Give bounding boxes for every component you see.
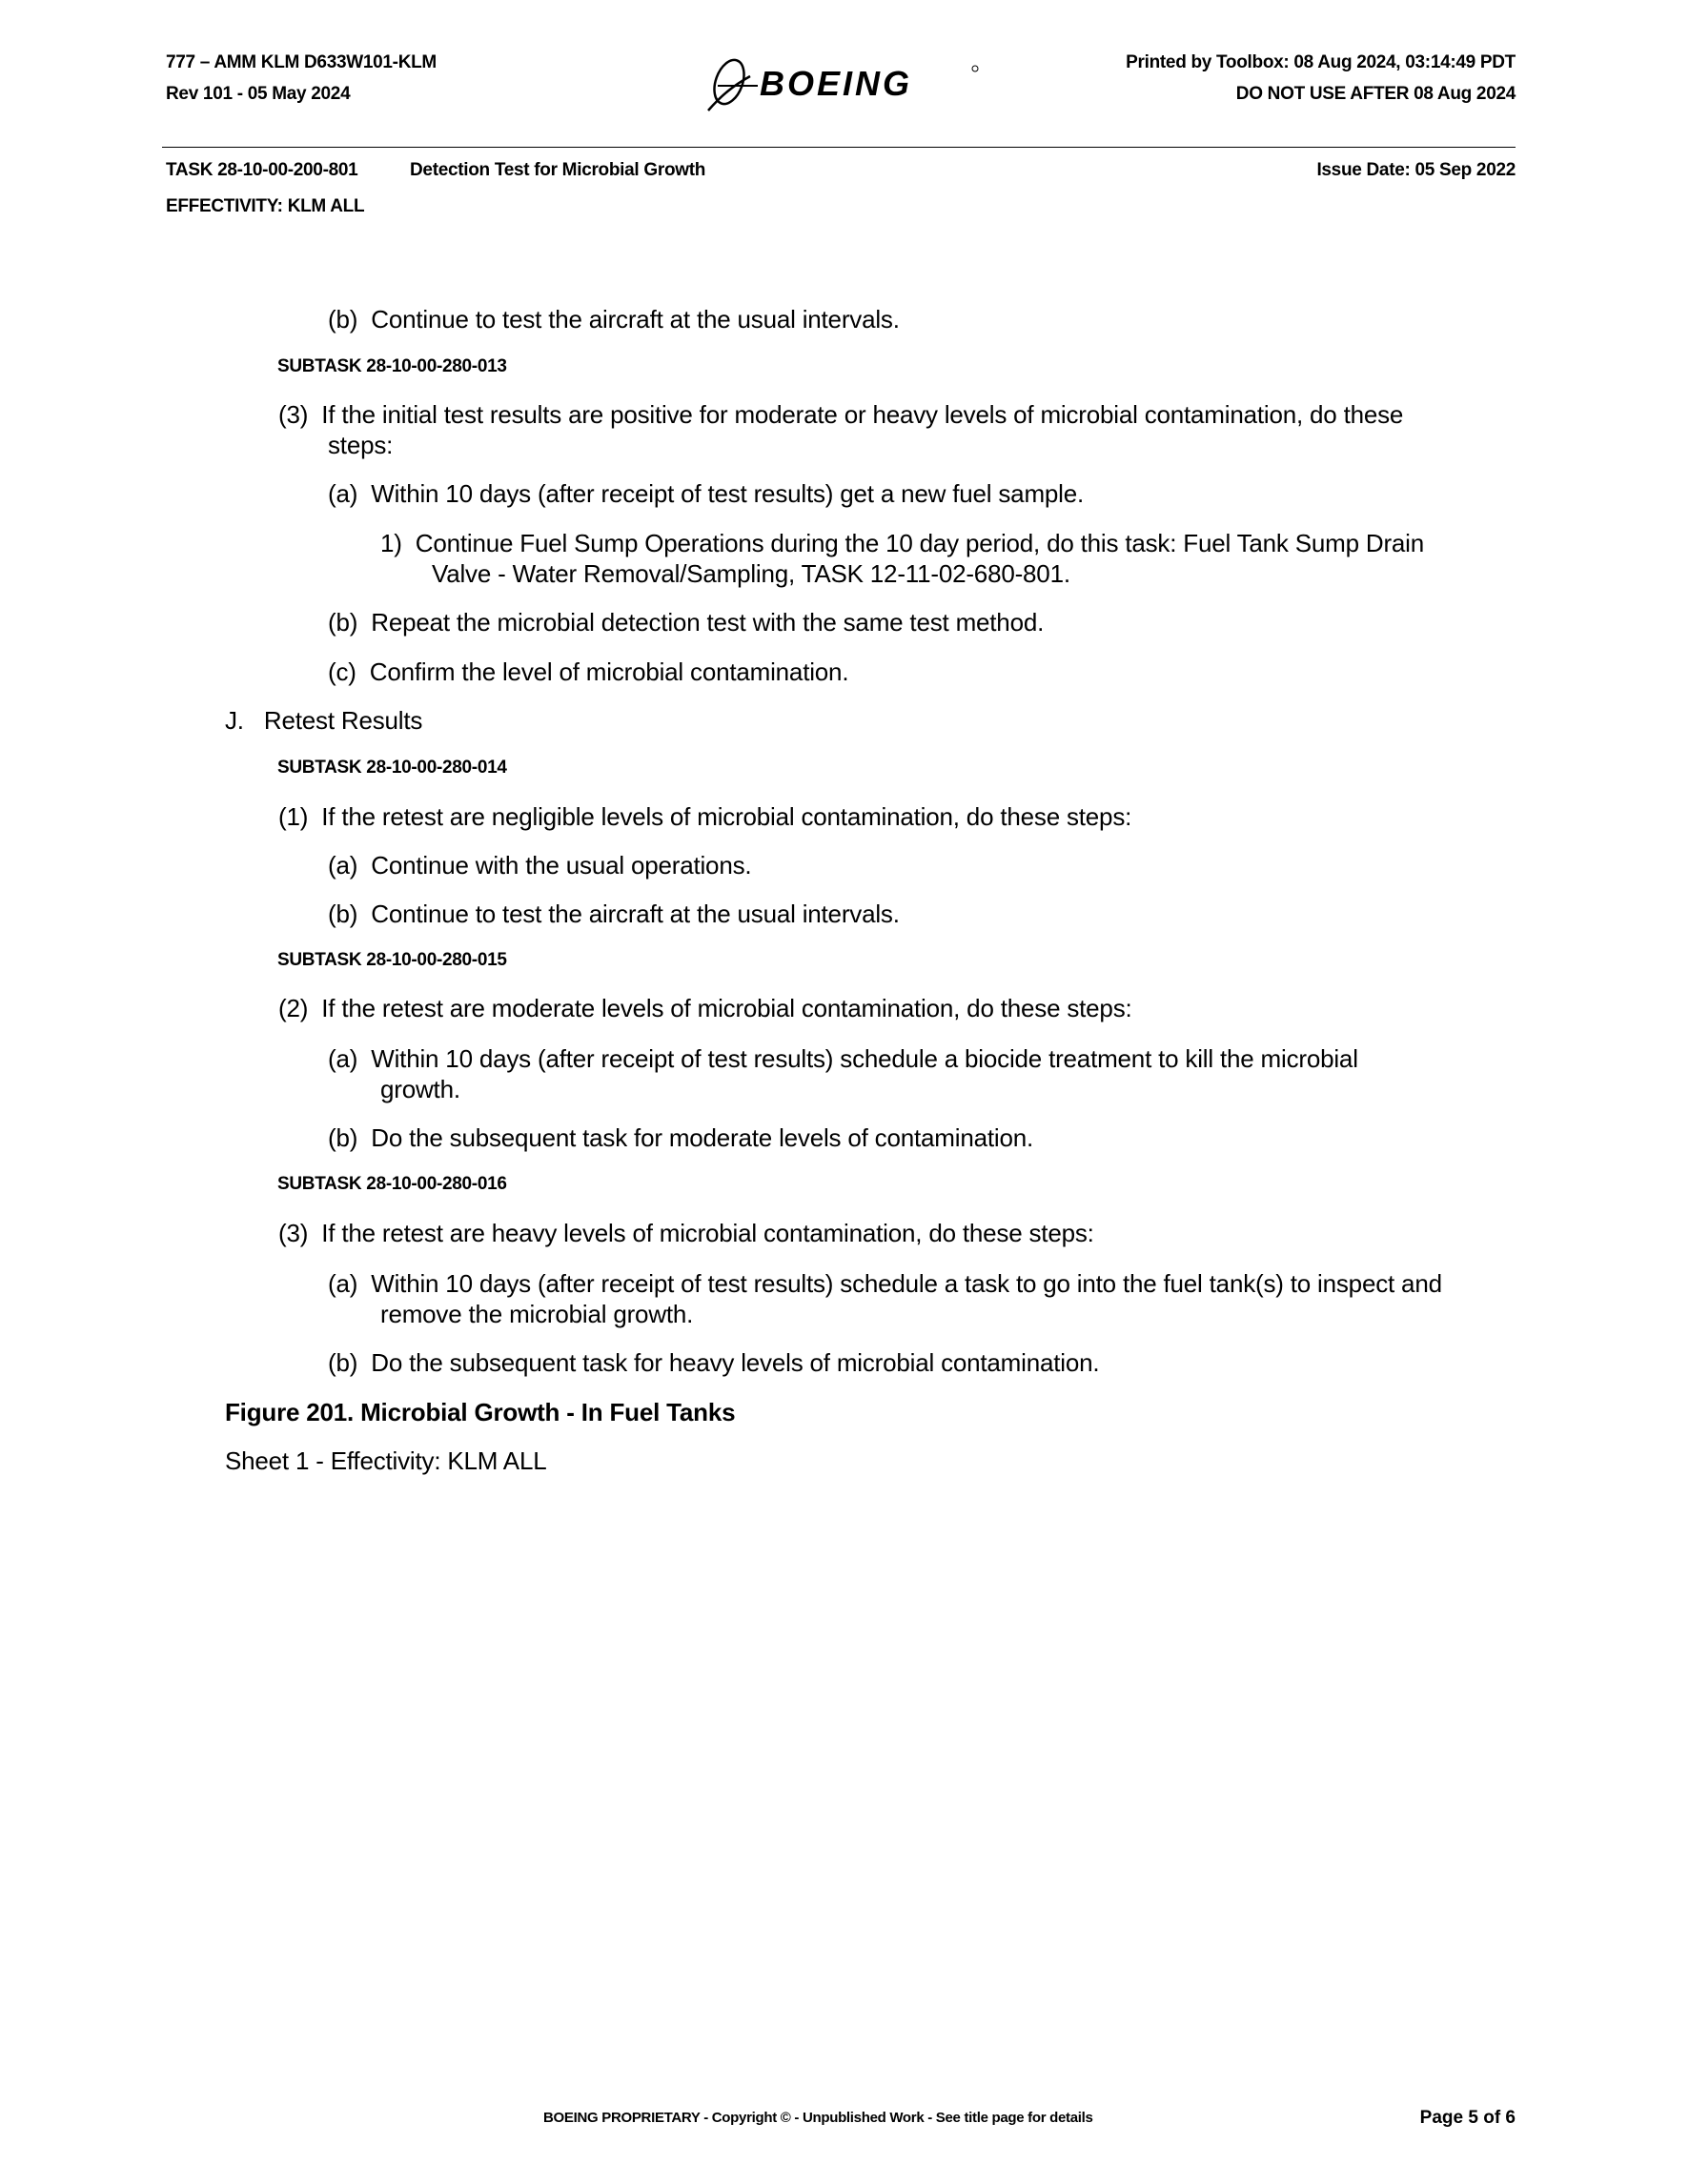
step-1a-usual-ops (328, 851, 751, 880)
revision-line: Rev 101 - 05 May 2024 (166, 84, 351, 104)
do-not-use-after: DO NOT USE AFTER 08 Aug 2024 (1235, 84, 1516, 104)
step-3a-new-sample (328, 479, 1084, 509)
step-text: Continue to test the aircraft at the usual intervals. (371, 305, 900, 334)
step-3-continuation: steps: (328, 431, 394, 459)
issue-date: Issue Date: 05 Sep 2022 (1316, 160, 1516, 180)
step-text: Within 10 days (after receipt of test results) schedule a biocide treatment to kill the microbial (371, 1044, 1358, 1073)
header-divider (162, 147, 1516, 148)
step-text: If the retest are negligible levels of microbial contamination, do these steps: (321, 802, 1132, 831)
sheet-effectivity: Sheet 1 - Effectivity: KLM ALL (225, 1446, 547, 1475)
section-j-retest-results (225, 706, 422, 736)
document-id: 777 – AMM KLM D633W101-KLM (166, 52, 437, 72)
page-number: Page 5 of 6 (1419, 2108, 1516, 2128)
step-label: (b) (328, 608, 358, 637)
step-2a-continuation: growth. (380, 1075, 460, 1103)
step-text: Within 10 days (after receipt of test results) schedule a task to go into the fuel tank(s) to inspect and (371, 1269, 1442, 1298)
step-text: If the retest are moderate levels of microbial contamination, do these steps: (321, 994, 1132, 1022)
boeing-logo-icon (701, 48, 987, 116)
section-label: J. (225, 706, 244, 735)
effectivity: EFFECTIVITY: KLM ALL (166, 196, 365, 216)
step-3a1-task-link[interactable]: Valve - Water Removal/Sampling, TASK 12-11-02-680-801. (432, 559, 1070, 588)
step-label: (a) (328, 1269, 358, 1298)
step-text: Do the subsequent task for heavy levels of microbial contamination. (371, 1348, 1100, 1377)
step-3c-confirm (328, 657, 848, 687)
step-label: (b) (328, 305, 358, 334)
step-text: Confirm the level of microbial contamination. (369, 657, 849, 686)
subtask-016: SUBTASK 28-10-00-280-016 (277, 1174, 507, 1194)
step-text: Repeat the microbial detection test with the same test method. (371, 608, 1045, 637)
task-title: Detection Test for Microbial Growth (410, 160, 706, 180)
step-label: (2) (278, 994, 309, 1022)
step-3a-continuation: remove the microbial growth. (380, 1300, 694, 1328)
step-2b-moderate-task (328, 1123, 1033, 1153)
step-label: 1) (380, 529, 402, 557)
subtask-015: SUBTASK 28-10-00-280-015 (277, 950, 507, 970)
step-label: (1) (278, 802, 309, 831)
boeing-logo (701, 48, 987, 116)
step-label: (a) (328, 1044, 358, 1073)
step-3b-repeat-test (328, 608, 1044, 637)
step-2a-biocide (328, 1044, 1358, 1074)
subtask-013: SUBTASK 28-10-00-280-013 (277, 356, 507, 376)
proprietary-notice: BOEING PROPRIETARY - Copyright © - Unpublished Work - See title page for details (543, 2110, 1093, 2126)
step-label: (b) (328, 1123, 358, 1152)
step-text: Continue with the usual operations. (371, 851, 752, 880)
step-3-heavy (278, 1219, 1094, 1248)
step-text: Do the subsequent task for moderate levels of contamination. (371, 1123, 1033, 1152)
figure-title: Figure 201. Microbial Growth - In Fuel Tanks (225, 1398, 736, 1426)
step-text: If the initial test results are positive for moderate or heavy levels of microbial contamination, do these (321, 400, 1404, 429)
step-3b-heavy-task (328, 1348, 1099, 1378)
step-1-negligible (278, 802, 1131, 832)
step-label: (a) (328, 479, 358, 508)
step-text: Continue to test the aircraft at the usual intervals. (371, 900, 900, 928)
step-label: (b) (328, 1348, 358, 1377)
step-1b-usual-intervals (328, 900, 900, 929)
step-3-initial-positive (278, 400, 1403, 430)
printed-by: Printed by Toolbox: 08 Aug 2024, 03:14:49 PDT (1126, 52, 1516, 72)
step-label: (c) (328, 657, 356, 686)
step-label: (3) (278, 1219, 309, 1247)
step-label: (a) (328, 851, 358, 880)
step-3a1-fuel-sump (380, 529, 1424, 558)
step-label: (3) (278, 400, 309, 429)
step-text: If the retest are heavy levels of microbial contamination, do these steps: (321, 1219, 1094, 1247)
step-text: Within 10 days (after receipt of test results) get a new fuel sample. (371, 479, 1085, 508)
step-2-moderate (278, 994, 1132, 1023)
task-id: TASK 28-10-00-200-801 (166, 160, 358, 180)
section-title: Retest Results (263, 706, 423, 735)
svg-text:BOEING: BOEING (760, 64, 913, 103)
step-label: (b) (328, 900, 358, 928)
step-b-continue-test (328, 305, 900, 334)
step-3a-inspect-tank (328, 1269, 1442, 1299)
subtask-014: SUBTASK 28-10-00-280-014 (277, 758, 507, 778)
step-text: Continue Fuel Sump Operations during the 10 day period, do this task: Fuel Tank Sump Drain (415, 529, 1425, 557)
